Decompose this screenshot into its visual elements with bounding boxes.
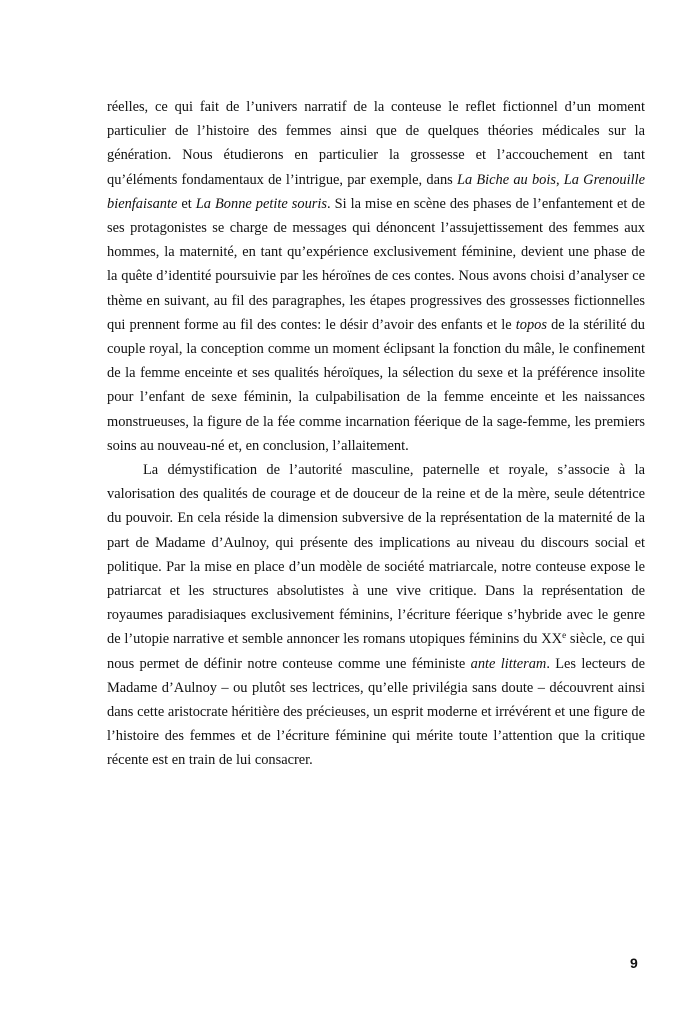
paragraph-1 [107, 95, 645, 458]
italic-title: La Grenouille bienfaisante [107, 171, 645, 212]
paragraph-2 [107, 458, 645, 773]
text-segment: siècle, ce qui nous permet de définir notre conteuse comme une féministe [107, 631, 645, 672]
text-segment: . Les lecteurs de Madame d’Aulnoy – ou plutôt ses lectrices, qu’elle privilégia sans doute – découvrent ainsi dans cette aristocrate héritière des précieuses, un esprit moderne et irrévérent et une figure de l’histoire des femmes et de l’écriture féminine qui mérite toute l’attention que la critique récente est en train de lui consacrer. [107, 655, 645, 769]
superscript: e [562, 630, 567, 641]
italic-term: ante litteram [470, 655, 547, 672]
text-segment: La démystification de l’autorité masculine, paternelle et royale, s’associe à la valorisation des qualités de courage et de douceur de la reine et de la mère, seule détentrice du pouvoir. En cela réside la dimension subversive de la représentation de la maternité de la part de Madame d’Aulnoy, qui présente des implications au niveau du discours social et politique. Par la mise en place d’un modèle de société matriarcale, notre conteuse expose le patriarcat et les structures absolutistes à une vive critique. Dans la représentation de royaumes paradisiaques exclusivement féminins, l’écriture féerique s’hybride avec le genre de l’utopie narrative et semble annoncer les romans utopiques féminins du XX [107, 462, 645, 648]
italic-title: La Bonne petite souris [195, 195, 327, 212]
italic-term: topos [515, 316, 547, 333]
body-text [107, 95, 645, 773]
page-number: 9 [630, 955, 638, 971]
text-segment: réelles, ce qui fait de l’univers narratif de la conteuse le reflet fictionnel d’un moment particulier de l’histoire des femmes ainsi que de quelques théories médicales sur la génération. Nous étudierons en particulier la grossesse et l’accouchement en tant qu’éléments fondamentaux de l’intrigue, par exemple, dans [107, 99, 645, 188]
text-segment: et [177, 195, 196, 212]
italic-title: La Biche au bois [456, 171, 556, 188]
text-segment: , [555, 171, 564, 188]
text-segment: . Si la mise en scène des phases de l’enfantement et de ses protagonistes se charge de messages qui dénoncent l’assujettissement des femmes aux hommes, la maternité, en tant qu’expérience exclusivement féminine, devient une phase de la quête d’identité poursuivie par les héroïnes de ces contes. Nous avons choisi d’analyser ce thème en suivant, au fil des paragraphes, les étapes progressives des grossesses fictionnelles qui prennent forme au fil des contes: le désir d’avoir des enfants et le [107, 195, 645, 333]
text-segment: de la stérilité du couple royal, la conception comme un moment éclipsant la fonction du mâle, le confinement de la femme enceinte et ses qualités héroïques, la sélection du sexe et la préférence insolite pour l’enfant de sexe féminin, la culpabilisation de la femme enceinte et les naissances monstrueuses, la figure de la fée comme incarnation féerique de la sage-femme, les premiers soins au nouveau-né et, en conclusion, l’allaitement. [107, 316, 645, 454]
